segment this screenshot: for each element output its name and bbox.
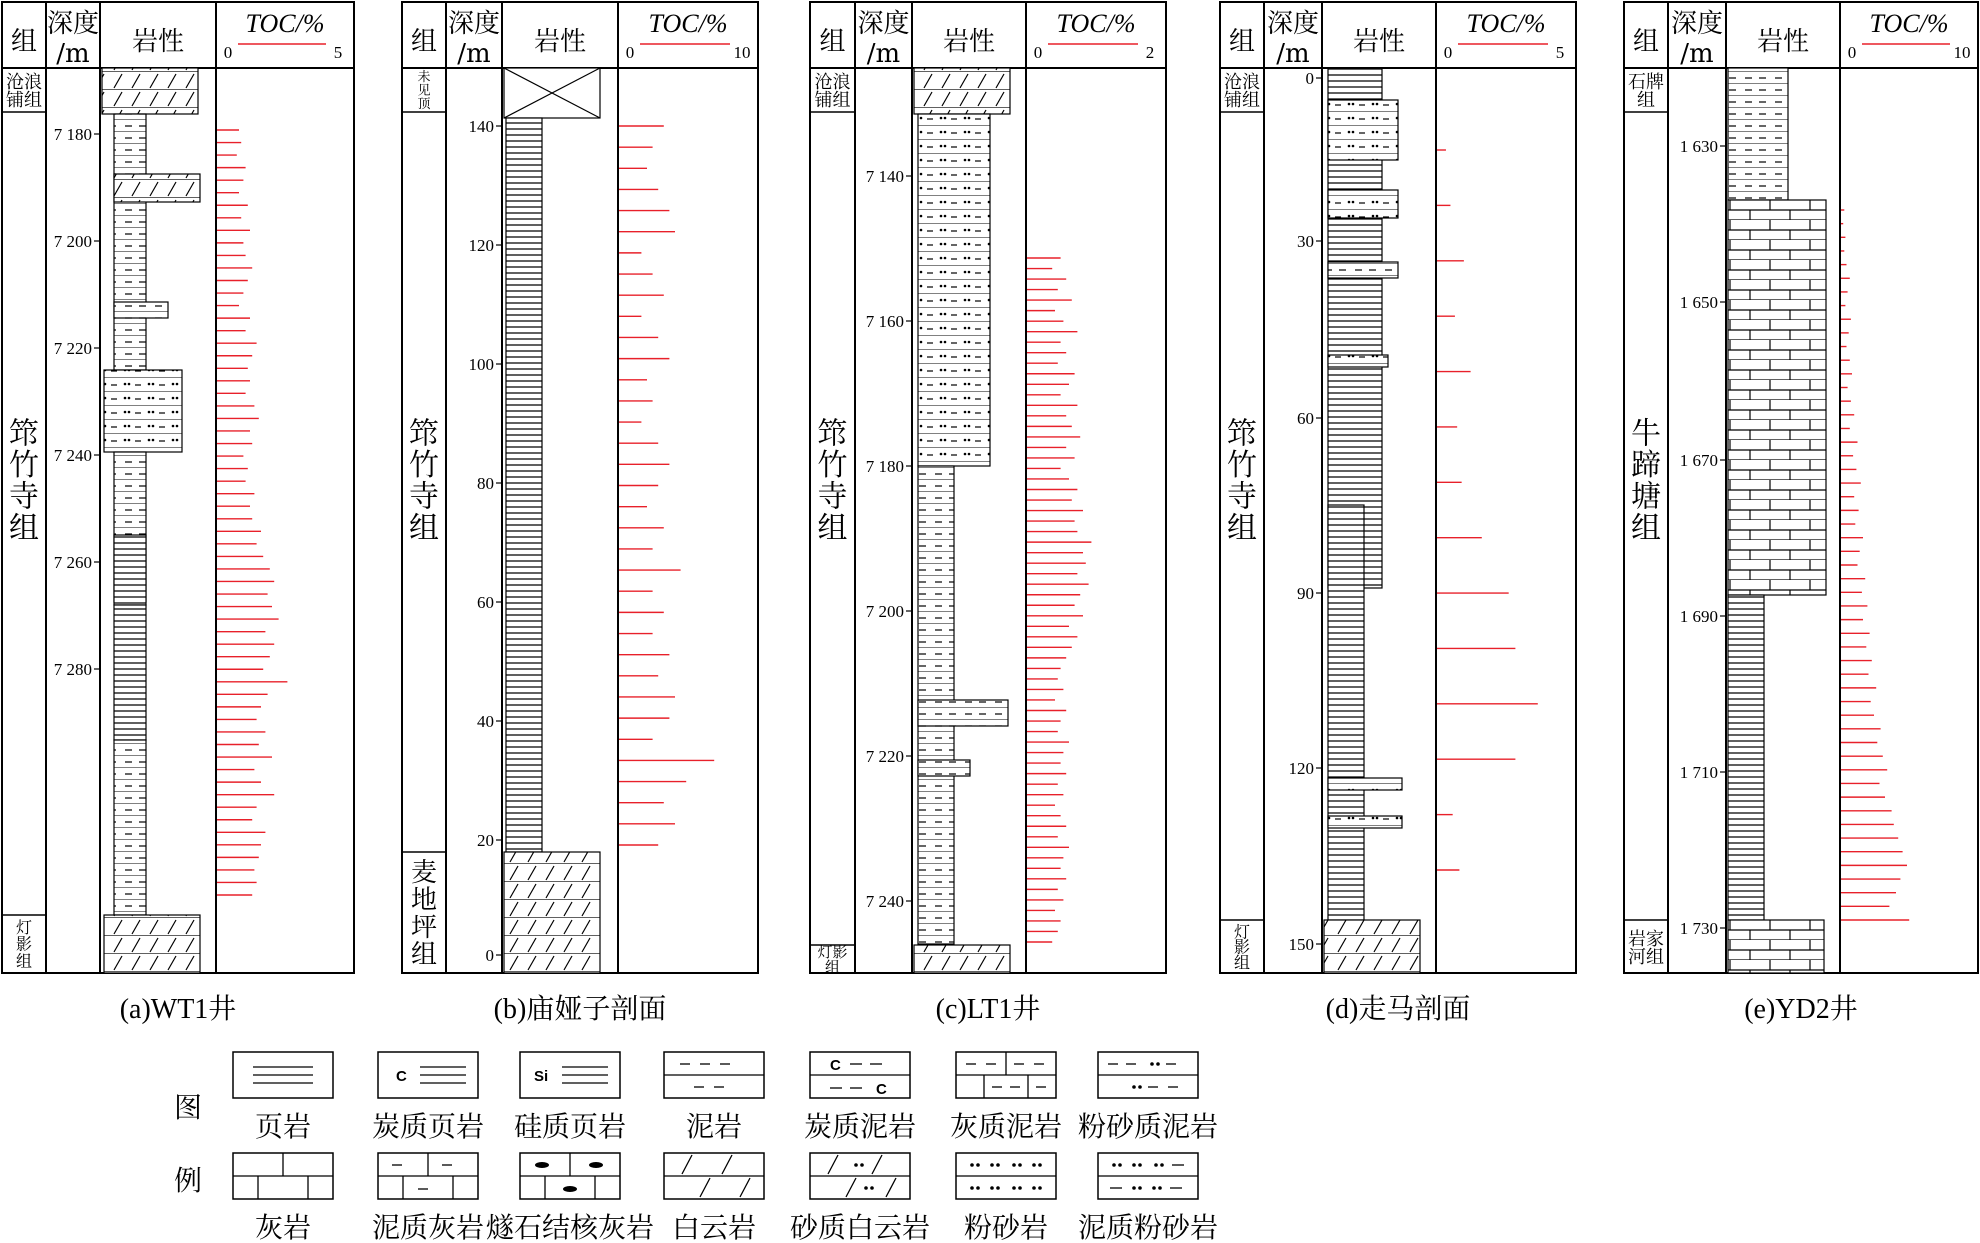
depth-tick-label: 100	[468, 355, 494, 374]
header-depth-unit: /m	[866, 39, 901, 69]
bottom-formation-label: 组	[15, 951, 33, 971]
legend-label: 炭质页岩	[371, 1110, 485, 1143]
top-formation-label: 沧浪	[1224, 72, 1260, 93]
header-depth: 深度	[46, 9, 100, 39]
toc-series-e	[1841, 210, 1909, 920]
header-depth: 深度	[1266, 9, 1320, 39]
panel-a	[2, 2, 354, 973]
toc-series-a	[217, 130, 287, 895]
legend-item	[233, 1153, 333, 1243]
toc-series-b	[619, 126, 714, 845]
header-lithology: 岩性	[1352, 27, 1406, 57]
header-toc: TOC/%	[1466, 9, 1546, 38]
panel-e	[1624, 2, 1978, 973]
depth-tick-label: 7 200	[53, 232, 92, 251]
header-lithology: 岩性	[942, 27, 996, 57]
depth-tick-label: 1 650	[1679, 293, 1718, 312]
depth-tick-label: 7 220	[53, 339, 92, 358]
depth-tick-label: 120	[1288, 759, 1314, 778]
header-formation: 组	[819, 27, 846, 57]
header-depth-unit: /m	[1680, 39, 1714, 69]
legend-swatch-carb-mud	[810, 1052, 910, 1098]
main-formation-label: 组	[817, 510, 848, 546]
depth-tick-label: 1 630	[1679, 137, 1718, 156]
header-toc: TOC/%	[245, 9, 325, 38]
panel-caption: (c)LT1井	[935, 994, 1041, 1025]
legend-item	[804, 1052, 916, 1143]
main-formation-label: 组	[409, 510, 439, 546]
header-lithology: 岩性	[131, 27, 185, 57]
depth-tick-label: 1 690	[1679, 607, 1718, 626]
toc-axis-max: 10	[733, 43, 751, 62]
toc-axis-max: 5	[333, 43, 343, 62]
legend-swatch-siltstone	[956, 1153, 1056, 1199]
svg-text:C: C	[876, 1081, 887, 1098]
panel-c	[810, 2, 1166, 973]
main-formation-label: 寺	[9, 479, 39, 515]
legend-item	[1078, 1153, 1218, 1243]
header-depth-unit: /m	[56, 39, 90, 69]
main-formation-label: 竹	[409, 447, 439, 483]
legend-item	[1078, 1052, 1218, 1143]
top-formation-label: 铺组	[1224, 90, 1260, 111]
legend-swatch-chert-lime	[520, 1153, 620, 1199]
main-formation-label: 筇	[817, 416, 848, 452]
depth-tick-label: 1 730	[1679, 919, 1718, 938]
legend	[174, 1052, 1218, 1243]
top-formation-label: 沧浪	[814, 72, 851, 93]
header-depth: 深度	[857, 9, 910, 39]
toc-axis-min: 0	[1847, 43, 1857, 62]
depth-tick-label: 80	[477, 474, 494, 493]
bottom-formation-label: 岩家	[1628, 929, 1664, 950]
legend-swatch-argil-lime	[378, 1153, 478, 1199]
legend-title-2: 例	[173, 1164, 203, 1197]
depth-tick-label: 7 160	[865, 312, 904, 331]
depth-tick-label: 0	[1305, 69, 1314, 88]
header-formation: 组	[410, 27, 438, 57]
bottom-formation-label: 组	[1233, 952, 1251, 972]
main-formation-label: 竹	[9, 447, 39, 483]
main-formation-label: 筇	[409, 416, 439, 452]
legend-item	[664, 1153, 764, 1243]
legend-label: 泥质粉砂岩	[1077, 1211, 1219, 1243]
main-formation-label: 蹄	[1631, 447, 1661, 483]
legend-label: 页岩	[254, 1110, 312, 1143]
depth-tick-label: 120	[468, 236, 494, 255]
header-depth: 深度	[1670, 9, 1724, 39]
formation-labels	[6, 69, 1664, 976]
depth-tick-label: 150	[1288, 935, 1314, 954]
legend-items	[233, 1052, 1218, 1243]
legend-label: 白云岩	[671, 1211, 757, 1243]
toc-axis-max: 2	[1145, 43, 1155, 62]
header-depth-unit: /m	[457, 39, 491, 69]
depth-ticks	[54, 69, 1726, 965]
bottom-formation-label: 灯	[15, 917, 33, 937]
depth-tick-label: 7 200	[865, 602, 904, 621]
depth-tick-label: 140	[468, 117, 494, 136]
bottom-formation-label: 影	[15, 934, 33, 954]
top-formation-label: 石牌	[1628, 72, 1664, 93]
header-formation: 组	[1228, 27, 1256, 57]
main-formation-label: 组	[9, 510, 39, 546]
panel-caption: (a)WT1井	[119, 994, 237, 1025]
legend-label: 炭质泥岩	[803, 1110, 917, 1143]
toc-axis-max: 10	[1953, 43, 1971, 62]
depth-tick-label: 60	[1297, 409, 1314, 428]
legend-swatch-dolomite	[664, 1153, 764, 1199]
legend-item	[372, 1052, 484, 1143]
legend-swatch-carb-shale	[378, 1052, 478, 1098]
legend-item	[956, 1153, 1056, 1243]
legend-swatch-argil-silt	[1098, 1153, 1198, 1199]
toc-series-d	[1437, 150, 1538, 870]
depth-tick-label: 7 260	[53, 553, 92, 572]
toc-axis-min: 0	[1443, 43, 1453, 62]
legend-item	[664, 1052, 764, 1143]
depth-tick-label: 90	[1297, 584, 1314, 603]
depth-tick-label: 1 710	[1679, 763, 1718, 782]
legend-swatch-calc-mud	[956, 1052, 1056, 1098]
svg-text:Si: Si	[534, 1068, 549, 1085]
depth-tick-label: 7 240	[53, 446, 92, 465]
legend-label: 砂质白云岩	[789, 1211, 931, 1243]
legend-swatch-mudstone	[664, 1052, 764, 1098]
top-formation-label: 组	[1637, 90, 1655, 111]
header-toc: TOC/%	[1056, 9, 1136, 38]
bottom-formation-label: 地	[410, 885, 438, 916]
legend-item	[950, 1052, 1062, 1143]
legend-swatch-limestone	[233, 1153, 333, 1199]
legend-label: 燧石结核灰岩	[485, 1211, 655, 1243]
depth-tick-label: 30	[1297, 232, 1314, 251]
depth-tick-label: 20	[477, 831, 494, 850]
panel-captions	[120, 993, 1858, 1025]
header-formation: 组	[10, 27, 38, 57]
depth-tick-label: 7 240	[865, 892, 904, 911]
legend-label: 泥质灰岩	[371, 1211, 485, 1243]
bottom-formation-label: 灯	[1233, 922, 1251, 942]
legend-item	[790, 1153, 930, 1243]
depth-tick-label: 40	[477, 712, 494, 731]
main-formation-label: 寺	[817, 479, 848, 515]
legend-label: 硅质页岩	[513, 1110, 627, 1143]
legend-item	[514, 1052, 626, 1143]
panel-caption: (e)YD2井	[1744, 994, 1858, 1025]
header-depth-unit: /m	[1276, 39, 1310, 69]
main-formation-label: 组	[1227, 510, 1257, 546]
panel-b	[402, 2, 758, 973]
top-formation-label: 铺组	[814, 90, 851, 111]
main-formation-label: 牛	[1631, 416, 1661, 452]
depth-tick-label: 0	[485, 946, 494, 965]
depth-tick-label: 60	[477, 593, 494, 612]
bottom-formation-label: 影	[1233, 937, 1251, 957]
header-formation: 组	[1632, 27, 1660, 57]
depth-tick-label: 7 140	[865, 167, 904, 186]
toc-series-c	[1027, 258, 1091, 942]
main-formation-label: 寺	[1227, 479, 1257, 515]
top-formation-label: 见	[417, 83, 431, 99]
depth-tick-label: 7 220	[865, 747, 904, 766]
top-formation-label: 铺组	[6, 90, 42, 111]
legend-item	[233, 1052, 333, 1143]
bottom-formation-label: 麦	[410, 858, 438, 889]
column-headers	[11, 9, 1971, 69]
legend-label: 粉砂质泥岩	[1077, 1110, 1219, 1143]
svg-text:C: C	[830, 1057, 841, 1074]
legend-label: 粉砂岩	[963, 1211, 1049, 1243]
legend-label: 灰质泥岩	[949, 1110, 1063, 1143]
legend-item	[486, 1153, 654, 1243]
bottom-formation-label: 河组	[1628, 947, 1664, 968]
legend-swatch-shale	[233, 1052, 333, 1098]
panel-caption: (d)走马剖面	[1325, 994, 1471, 1025]
bottom-formation-label: 坪	[410, 912, 438, 943]
main-formation-label: 筇	[1227, 416, 1257, 452]
header-toc: TOC/%	[648, 9, 728, 38]
toc-axis-min: 0	[625, 43, 635, 62]
legend-swatch-sandy-dolo	[810, 1153, 910, 1199]
main-formation-label: 塘	[1631, 479, 1661, 515]
depth-tick-label: 1 670	[1679, 451, 1718, 470]
main-formation-label: 筇	[9, 416, 39, 452]
bottom-formation-label: 灯影	[817, 943, 848, 961]
main-formation-label: 组	[1631, 510, 1661, 546]
top-formation-label: 沧浪	[6, 72, 42, 93]
panel-d	[1220, 2, 1576, 973]
toc-axis-min: 0	[223, 43, 233, 62]
depth-tick-label: 7 180	[53, 125, 92, 144]
svg-text:C: C	[396, 1068, 407, 1085]
legend-title-1: 图	[173, 1091, 203, 1124]
panel-caption: (b)庙娅子剖面	[493, 994, 667, 1025]
header-toc: TOC/%	[1869, 9, 1949, 38]
legend-item	[372, 1153, 484, 1243]
bottom-formation-label: 组	[410, 940, 438, 971]
header-lithology: 岩性	[533, 27, 587, 57]
top-formation-label: 未	[417, 70, 431, 86]
toc-axis-min: 0	[1033, 43, 1043, 62]
main-formation-label: 寺	[409, 479, 439, 515]
legend-swatch-silty-mud	[1098, 1052, 1198, 1098]
top-formation-label: 顶	[417, 96, 431, 112]
header-depth: 深度	[447, 9, 501, 39]
depth-tick-label: 7 180	[865, 457, 904, 476]
depth-tick-label: 7 280	[53, 660, 92, 679]
bottom-formation-label: 组	[824, 958, 841, 976]
main-formation-label: 竹	[817, 447, 848, 483]
toc-axis-max: 5	[1555, 43, 1565, 62]
header-lithology: 岩性	[1756, 27, 1810, 57]
legend-label: 灰岩	[254, 1211, 312, 1243]
main-formation-label: 竹	[1227, 447, 1257, 483]
legend-label: 泥岩	[685, 1110, 743, 1143]
legend-swatch-sili-shale	[520, 1052, 620, 1098]
